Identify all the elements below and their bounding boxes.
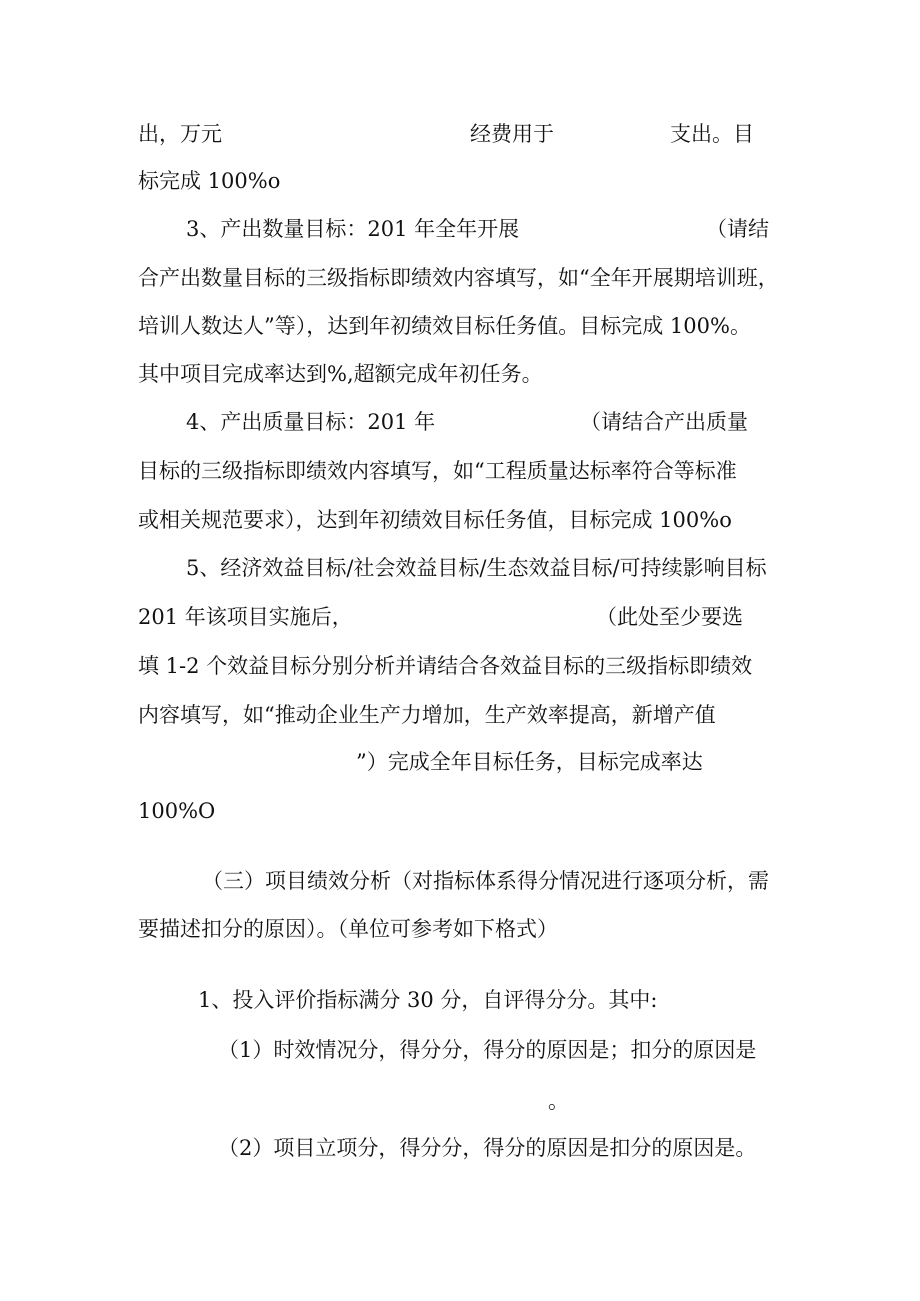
text-line: 1、投入评价指标满分 30 分，自评得分分。其中:	[198, 988, 658, 1012]
text-line: 合产出数量目标的三级指标即绩效内容填写，如“全年开展期培训班，	[138, 266, 779, 290]
text-line: 目标的三级指标即绩效内容填写，如“工程质量达标率符合等标准	[138, 459, 737, 483]
text-line: 100%O	[138, 799, 216, 823]
text-line: 支出。目	[670, 122, 754, 146]
text-line: 其中项目完成率达到%,超额完成年初任务。	[138, 362, 543, 386]
text-line: ”）完成全年目标任务，目标完成率达	[356, 750, 703, 774]
text-line: 201 年该项目实施后，	[138, 605, 353, 629]
text-line: （此处至少要选	[596, 605, 743, 629]
text-line: （请结	[706, 217, 769, 241]
text-line: 4、产出质量目标：201 年	[186, 410, 436, 434]
text-line: 5、经济效益目标/社会效益目标/生态效益目标/可持续影响目标	[186, 556, 767, 580]
text-line: 培训人数达人”等），达到年初绩效目标任务值。目标完成 100%。	[138, 314, 751, 338]
text-line: （请结合产出质量	[580, 410, 748, 434]
text-line: 经费用于	[470, 122, 554, 146]
text-line: 要描述扣分的原因）。（单位可参考如下格式）	[138, 917, 558, 941]
text-line: 3、产出数量目标：201 年全年开展	[186, 217, 520, 241]
text-line: （1）时效情况分，得分分，得分的原因是；扣分的原因是	[218, 1038, 757, 1062]
text-line: 标完成 100%o	[138, 169, 281, 193]
text-line: （2）项目立项分，得分分，得分的原因是扣分的原因是。	[218, 1136, 757, 1160]
text-line: 。	[548, 1089, 569, 1113]
text-line: 填 1-2 个效益目标分别分析并请结合各效益目标的三级指标即绩效	[138, 654, 753, 678]
text-line: 内容填写，如“推动企业生产力增加，生产效率提高，新增产值	[138, 703, 716, 727]
text-line: 或相关规范要求），达到年初绩效目标任务值，目标完成 100%o	[138, 508, 732, 532]
text-line: 出，万元	[138, 122, 222, 146]
section-heading: （三）项目绩效分析（对指标体系得分情况进行逐项分析，需	[202, 869, 769, 893]
